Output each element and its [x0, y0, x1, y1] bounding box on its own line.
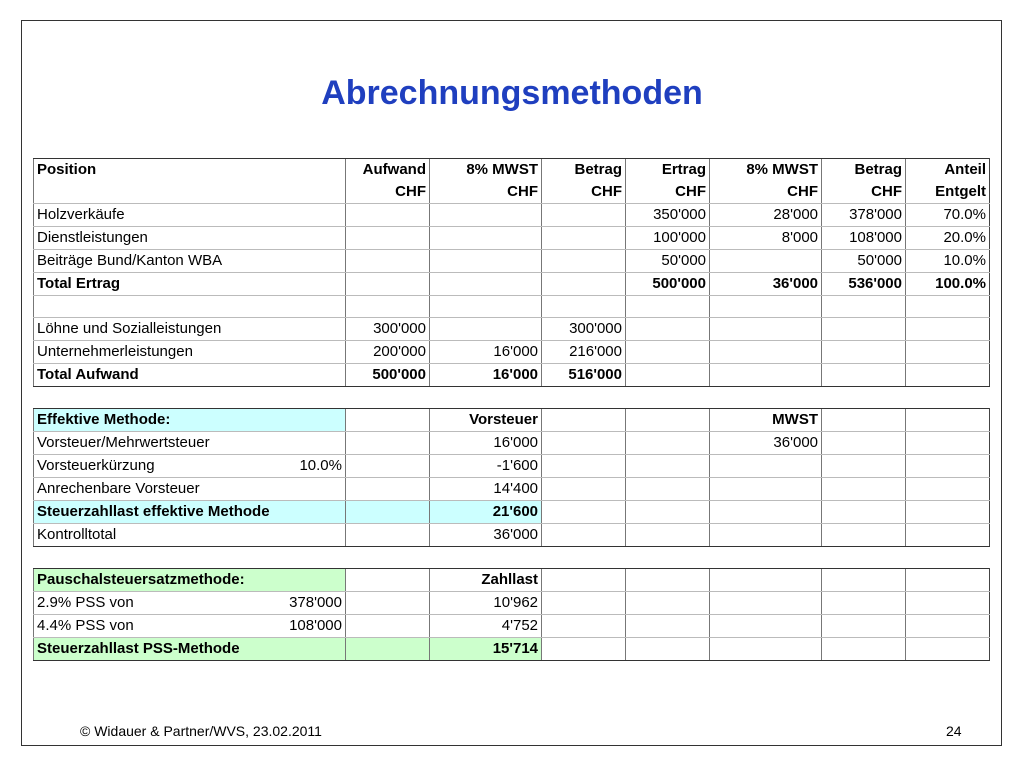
header-mwst-ertrag: 8% MWST CHF [710, 159, 822, 204]
pss-header-row [34, 569, 990, 592]
row-label: Löhne und Sozialleistungen [34, 318, 346, 341]
cell-mwst [710, 250, 822, 273]
cell-betrag: 216'000 [542, 341, 626, 364]
cell-mwst: 16'000 [430, 341, 542, 364]
slide-title: Abrechnungsmethoden [321, 74, 703, 112]
cell-mwst [710, 455, 822, 478]
pss-heading: Pauschalsteuersatzmethode: [34, 569, 346, 592]
row-label: 4.4% PSS von 108'000 [34, 615, 346, 638]
cell-anteil: 20.0% [906, 227, 990, 250]
col-zahllast: Zahllast [430, 569, 542, 592]
pss-basis: 378'000 [289, 594, 342, 611]
cell-betrag: 516'000 [542, 364, 626, 387]
page-number: 24 [946, 723, 962, 739]
total-ertrag-row [34, 273, 990, 296]
pss-basis: 108'000 [289, 617, 342, 634]
zahllast-pss-row [34, 638, 990, 661]
row-label: Holzverkäufe [34, 204, 346, 227]
cell-anteil: 100.0% [906, 273, 990, 296]
table-row [34, 455, 990, 478]
table-row [34, 432, 990, 455]
cell-zahllast: 4'752 [430, 615, 542, 638]
row-label: Total Aufwand [34, 364, 346, 387]
header-position: Position [34, 159, 346, 204]
cell-mwst: 36'000 [710, 273, 822, 296]
col-vorsteuer: Vorsteuer [430, 409, 542, 432]
cell-mwst [710, 478, 822, 501]
footer-copyright: © Widauer & Partner/WVS, 23.02.2011 [80, 723, 322, 739]
cell-zahllast: 10'962 [430, 592, 542, 615]
table-row [34, 204, 990, 227]
cell-aufwand: 300'000 [346, 318, 430, 341]
cell-mwst: 28'000 [710, 204, 822, 227]
cell-vorsteuer: -1'600 [430, 455, 542, 478]
header-aufwand: Aufwand CHF [346, 159, 430, 204]
table-row [34, 250, 990, 273]
header-betrag-ertrag: Betrag CHF [822, 159, 906, 204]
cell-anteil: 10.0% [906, 250, 990, 273]
cell-betrag: 50'000 [822, 250, 906, 273]
row-label: Steuerzahllast effektive Methode [34, 501, 346, 524]
col-mwst: MWST [710, 409, 822, 432]
row-label: Anrechenbare Vorsteuer [34, 478, 346, 501]
table-row [34, 615, 990, 638]
methods-table [33, 158, 990, 661]
cell-anteil: 70.0% [906, 204, 990, 227]
row-label: Dienstleistungen [34, 227, 346, 250]
effektiv-heading: Effektive Methode: [34, 409, 346, 432]
cell-betrag: 536'000 [822, 273, 906, 296]
kontrolltotal-row [34, 524, 990, 547]
table-row [34, 341, 990, 364]
cell-vorsteuer: 14'400 [430, 478, 542, 501]
cell-mwst: 36'000 [710, 432, 822, 455]
header-ertrag: Ertrag CHF [626, 159, 710, 204]
row-label: Vorsteuer/Mehrwertsteuer [34, 432, 346, 455]
cell-ertrag: 500'000 [626, 273, 710, 296]
row-label: Steuerzahllast PSS-Methode [34, 638, 346, 661]
kuerzung-rate: 10.0% [299, 457, 342, 474]
row-label: Beiträge Bund/Kanton WBA [34, 250, 346, 273]
cell-betrag: 378'000 [822, 204, 906, 227]
cell-betrag: 300'000 [542, 318, 626, 341]
header-betrag-aufwand: Betrag CHF [542, 159, 626, 204]
table-row [34, 478, 990, 501]
row-label: Vorsteuerkürzung 10.0% [34, 455, 346, 478]
row-label: Unternehmerleistungen [34, 341, 346, 364]
table-row [34, 318, 990, 341]
header-mwst-aufwand: 8% MWST CHF [430, 159, 542, 204]
total-aufwand-row [34, 364, 990, 387]
table-row [34, 227, 990, 250]
table-header-row [34, 159, 990, 204]
zahllast-effektiv-row [34, 501, 990, 524]
cell-ertrag: 50'000 [626, 250, 710, 273]
cell-aufwand: 500'000 [346, 364, 430, 387]
effektiv-header-row [34, 409, 990, 432]
cell-ertrag: 100'000 [626, 227, 710, 250]
row-label: Total Ertrag [34, 273, 346, 296]
cell-betrag: 108'000 [822, 227, 906, 250]
row-label: 2.9% PSS von 378'000 [34, 592, 346, 615]
cell-zahllast: 15'714 [430, 638, 542, 661]
spacer-row [34, 296, 990, 318]
cell-zahllast: 21'600 [430, 501, 542, 524]
row-label: Kontrolltotal [34, 524, 346, 547]
cell-mwst [430, 318, 542, 341]
table-row [34, 592, 990, 615]
cell-vorsteuer: 16'000 [430, 432, 542, 455]
cell-mwst: 8'000 [710, 227, 822, 250]
cell-ertrag: 350'000 [626, 204, 710, 227]
header-anteil: Anteil Entgelt [906, 159, 990, 204]
cell-kontrolltotal: 36'000 [430, 524, 542, 547]
cell-mwst: 16'000 [430, 364, 542, 387]
cell-aufwand: 200'000 [346, 341, 430, 364]
